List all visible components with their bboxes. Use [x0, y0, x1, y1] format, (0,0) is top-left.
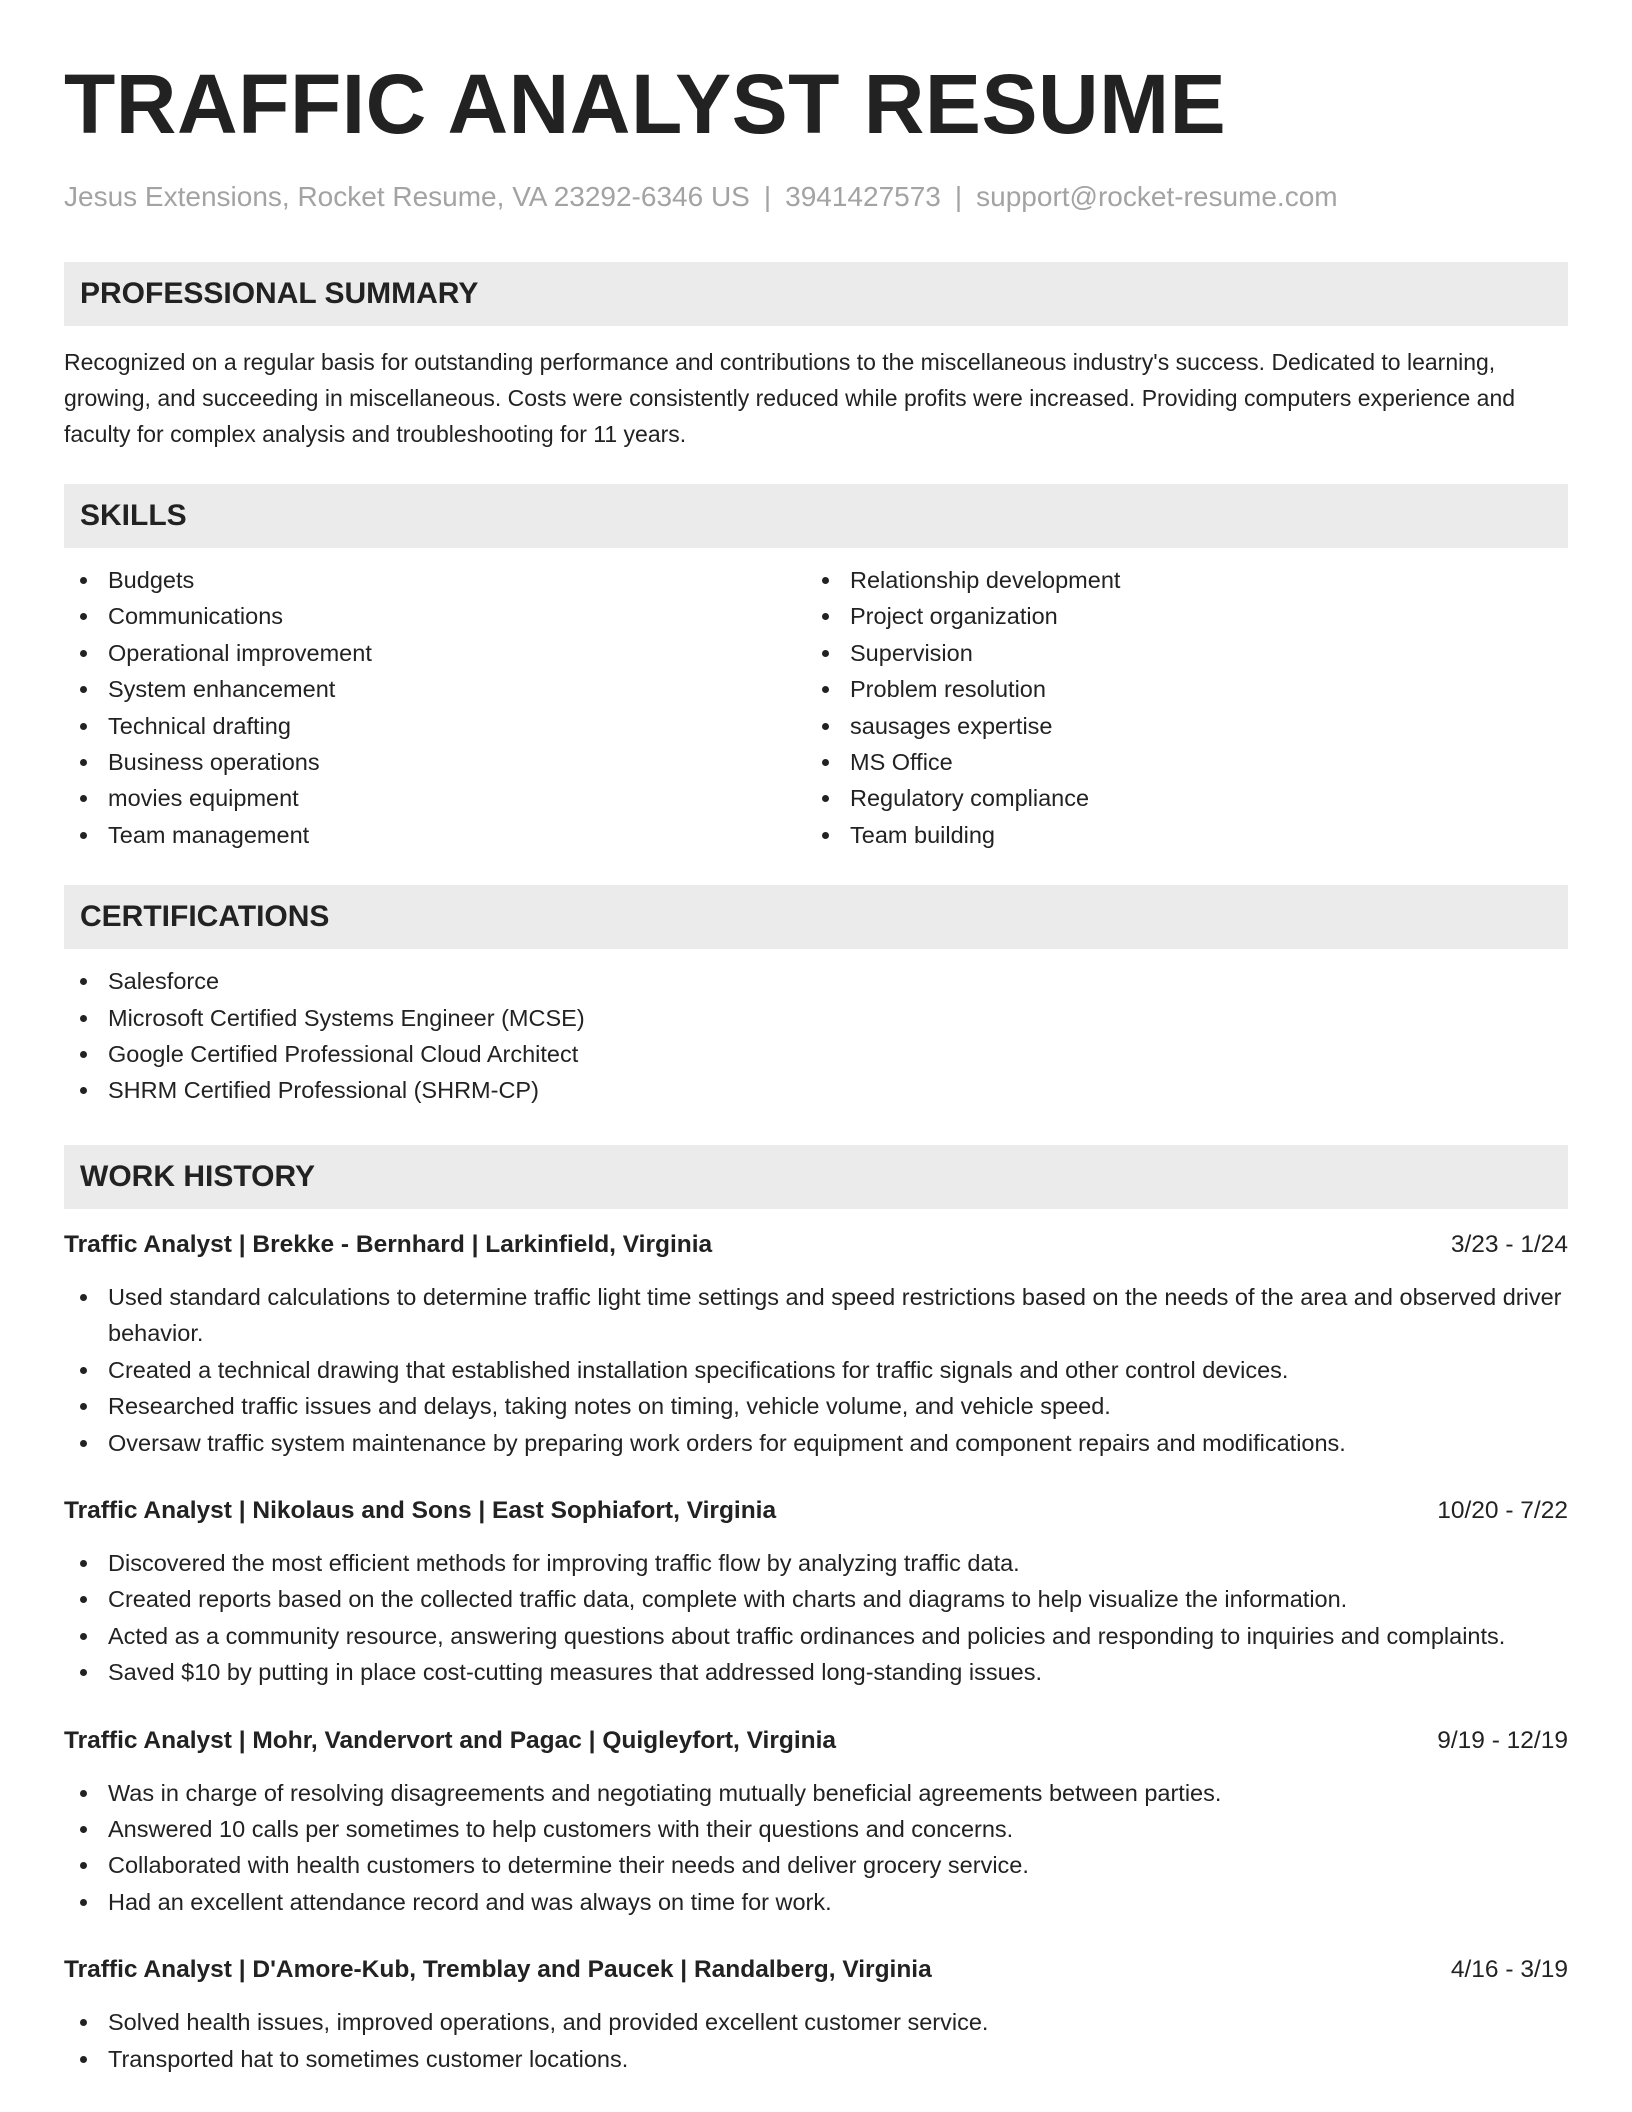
skill-item: Supervision	[806, 635, 1548, 671]
skill-item: Team management	[64, 817, 806, 853]
skills-columns	[64, 562, 1568, 853]
job-entry	[64, 1227, 1568, 1461]
job-bullet: Saved $10 by putting in place cost-cutting measures that addressed long-standing issues.	[64, 1654, 1568, 1690]
contact-phone: 3941427573	[785, 181, 941, 212]
job-dates: 10/20 - 7/22	[1437, 1496, 1568, 1524]
job-entry	[64, 1723, 1568, 1921]
job-bullet: Created reports based on the collected traffic data, complete with charts and diagrams to help visualize the information.	[64, 1581, 1568, 1617]
skills-list-right	[806, 562, 1548, 853]
certification-item: Microsoft Certified Systems Engineer (MCSE)	[64, 1000, 1568, 1036]
certifications-list	[64, 963, 1568, 1109]
job-bullet: Solved health issues, improved operations, and provided excellent customer service.	[64, 2004, 1568, 2040]
skill-item: MS Office	[806, 744, 1548, 780]
skills-list-left	[64, 562, 806, 853]
summary-text: Recognized on a regular basis for outstanding performance and contributions to the miscellaneous industry's success. Dedicated to learning, growing, and succeeding in miscellaneous. Costs were consistently reduced while profits were increased. Providing computers experience and faculty for complex analysis and troubleshooting for 11 years.	[64, 349, 1516, 447]
job-bullets	[64, 1775, 1568, 1921]
job-bullets	[64, 2004, 1568, 2077]
job-dates: 3/23 - 1/24	[1450, 1230, 1568, 1258]
skill-item: Team building	[806, 817, 1548, 853]
contact-email: support@rocket-resume.com	[976, 181, 1338, 212]
job-header	[64, 1952, 1568, 1988]
job-title: Traffic Analyst | D'Amore-Kub, Tremblay and Paucek | Randalberg, Virginia	[64, 1956, 932, 1984]
section-heading-summary: PROFESSIONAL SUMMARY	[64, 262, 1568, 326]
skill-item: Operational improvement	[64, 635, 806, 671]
job-bullet: Researched traffic issues and delays, taking notes on timing, vehicle volume, and vehicle speed.	[64, 1388, 1568, 1424]
job-bullet: Transported hat to sometimes customer locations.	[64, 2041, 1568, 2077]
certification-item: SHRM Certified Professional (SHRM-CP)	[64, 1072, 1568, 1108]
job-bullet: Created a technical drawing that established installation specifications for traffic signals and other control devices.	[64, 1352, 1568, 1388]
job-title: Traffic Analyst | Mohr, Vandervort and Pagac | Quigleyfort, Virginia	[64, 1726, 837, 1754]
skill-item: Project organization	[806, 598, 1548, 634]
job-title: Traffic Analyst | Nikolaus and Sons | East Sophiafort, Virginia	[64, 1496, 777, 1524]
job-header	[64, 1723, 1568, 1759]
skill-item: Relationship development	[806, 562, 1548, 598]
job-bullet: Had an excellent attendance record and was always on time for work.	[64, 1884, 1568, 1920]
job-bullet: Was in charge of resolving disagreements and negotiating mutually beneficial agreements between parties.	[64, 1775, 1568, 1811]
skill-item: Technical drafting	[64, 708, 806, 744]
skill-item: Regulatory compliance	[806, 780, 1548, 816]
skill-item: Problem resolution	[806, 671, 1548, 707]
skill-item: Budgets	[64, 562, 806, 598]
job-bullet: Answered 10 calls per sometimes to help customers with their questions and concerns.	[64, 1811, 1568, 1847]
skill-item: sausages expertise	[806, 708, 1548, 744]
contact-address: Jesus Extensions, Rocket Resume, VA 23292-6346 US	[64, 181, 750, 212]
section-heading-work-history: WORK HISTORY	[64, 1145, 1568, 1209]
contact-line	[64, 180, 1568, 214]
certification-item: Salesforce	[64, 963, 1568, 999]
resume-title: TRAFFIC ANALYST RESUME	[64, 57, 1227, 151]
job-dates: 4/16 - 3/19	[1450, 1956, 1568, 1984]
contact-separator: |	[954, 181, 963, 212]
section-heading-skills: SKILLS	[64, 484, 1568, 548]
job-bullets	[64, 1279, 1568, 1461]
contact-separator: |	[763, 181, 772, 212]
job-dates: 9/19 - 12/19	[1437, 1726, 1568, 1754]
skill-item: System enhancement	[64, 671, 806, 707]
skill-item: Business operations	[64, 744, 806, 780]
job-header	[64, 1227, 1568, 1263]
job-bullets	[64, 1545, 1568, 1691]
job-bullet: Used standard calculations to determine traffic light time settings and speed restrictions based on the needs of the area and observed driver behavior.	[64, 1279, 1568, 1352]
skill-item: movies equipment	[64, 780, 806, 816]
certification-item: Google Certified Professional Cloud Architect	[64, 1036, 1568, 1072]
job-entry	[64, 1493, 1568, 1691]
job-header	[64, 1493, 1568, 1529]
job-title: Traffic Analyst | Brekke - Bernhard | Larkinfield, Virginia	[64, 1230, 713, 1258]
skill-item: Communications	[64, 598, 806, 634]
section-heading-certifications: CERTIFICATIONS	[64, 885, 1568, 949]
job-entry	[64, 1952, 1568, 2077]
job-bullet: Oversaw traffic system maintenance by preparing work orders for equipment and component repairs and modifications.	[64, 1425, 1568, 1461]
job-bullet: Discovered the most efficient methods for improving traffic flow by analyzing traffic data.	[64, 1545, 1568, 1581]
job-bullet: Collaborated with health customers to determine their needs and deliver grocery service.	[64, 1847, 1568, 1883]
job-bullet: Acted as a community resource, answering questions about traffic ordinances and policies and responding to inquiries and complaints.	[64, 1618, 1568, 1654]
